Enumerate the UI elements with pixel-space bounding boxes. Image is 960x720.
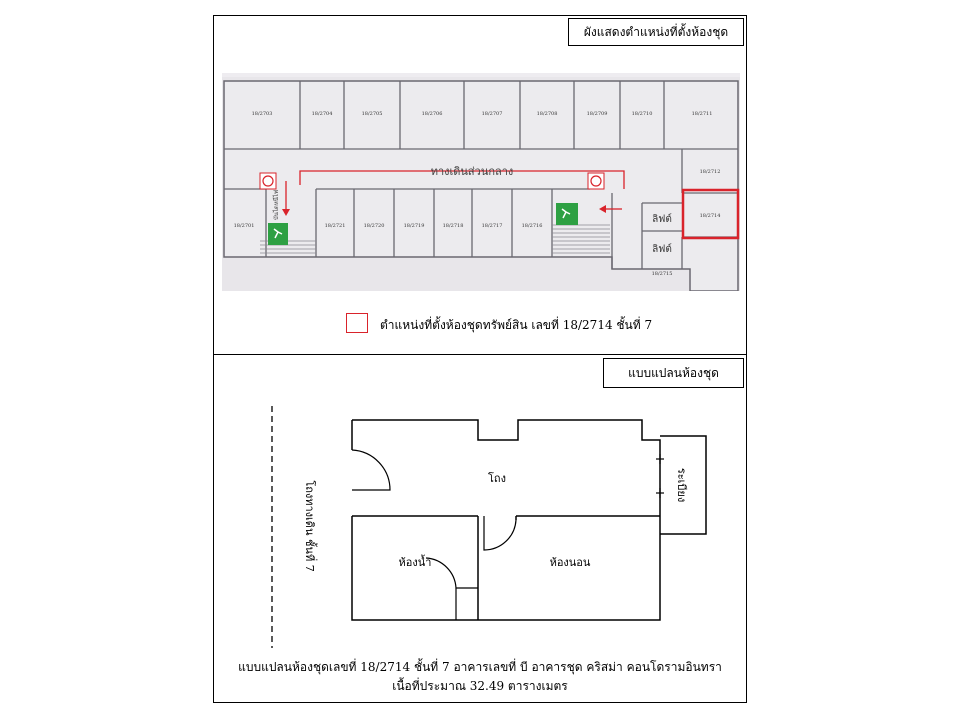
emergency-exit-icon [556,203,578,225]
emergency-exit-icon [268,223,288,245]
room-number: 18/2721 [324,223,346,229]
room-number: 18/2705 [361,111,383,117]
room-number: 18/2707 [481,111,503,117]
room-number: 18/2710 [631,111,653,117]
room-number: 18/2704 [311,111,333,117]
floor-location-map [222,73,740,291]
room-label-bedroom: ห้องนอน [549,556,591,569]
lift-label: ลิฟต์ [652,214,672,225]
room-number: 18/2708 [536,111,558,117]
room-number: 18/2701 [233,223,255,229]
floor-area-caption: เนื้อที่ประมาณ 32.49 ตารางเมตร [392,679,568,693]
unit-floor-plan [260,398,720,650]
room-number: 18/2706 [421,111,443,117]
stair-label: บันไดหนีไฟ [273,189,280,221]
room-number: 18/2717 [481,223,503,229]
floor-plan-title: แบบแปลนห้องชุด [603,358,744,388]
room-number: 18/2716 [521,223,543,229]
room-number: 18/2715 [651,271,673,277]
room-label-bathroom: ห้องน้ำ [398,556,432,569]
room-number: 18/2711 [691,111,713,117]
corridor-label: โถงทางเดิน ชั้นที่ 7 [303,480,316,572]
room-number: 18/2709 [586,111,608,117]
location-map-title: ผังแสดงตำแหน่งที่ตั้งห้องชุด [568,18,744,46]
room-label-hall: โถง [488,472,506,485]
lift-label: ลิฟต์ [652,244,672,255]
legend-text: ตำแหน่งที่ตั้งห้องชุดทรัพย์สิน เลขที่ 18/2714 ชั้นที่ 7 [380,318,653,332]
room-number: 18/2714 [699,213,721,219]
room-number: 18/2720 [363,223,385,229]
room-number: 18/2703 [251,111,273,117]
corridor-label: ทางเดินส่วนกลาง [430,165,514,178]
fire-hose-icon [260,173,276,189]
room-number: 18/2718 [442,223,464,229]
room-label-balcony: ระเบียง [675,467,688,503]
room-number: 18/2712 [699,169,721,175]
section-divider [213,354,747,355]
floor-plan-caption: แบบแปลนห้องชุดเลขที่ 18/2714 ชั้นที่ 7 อาคารเลขที่ บี อาคารชุด คริสม่า คอนโดรามอินทรา [238,660,722,674]
legend-swatch [346,313,368,333]
room-number: 18/2719 [403,223,425,229]
fire-hose-icon [588,173,604,189]
